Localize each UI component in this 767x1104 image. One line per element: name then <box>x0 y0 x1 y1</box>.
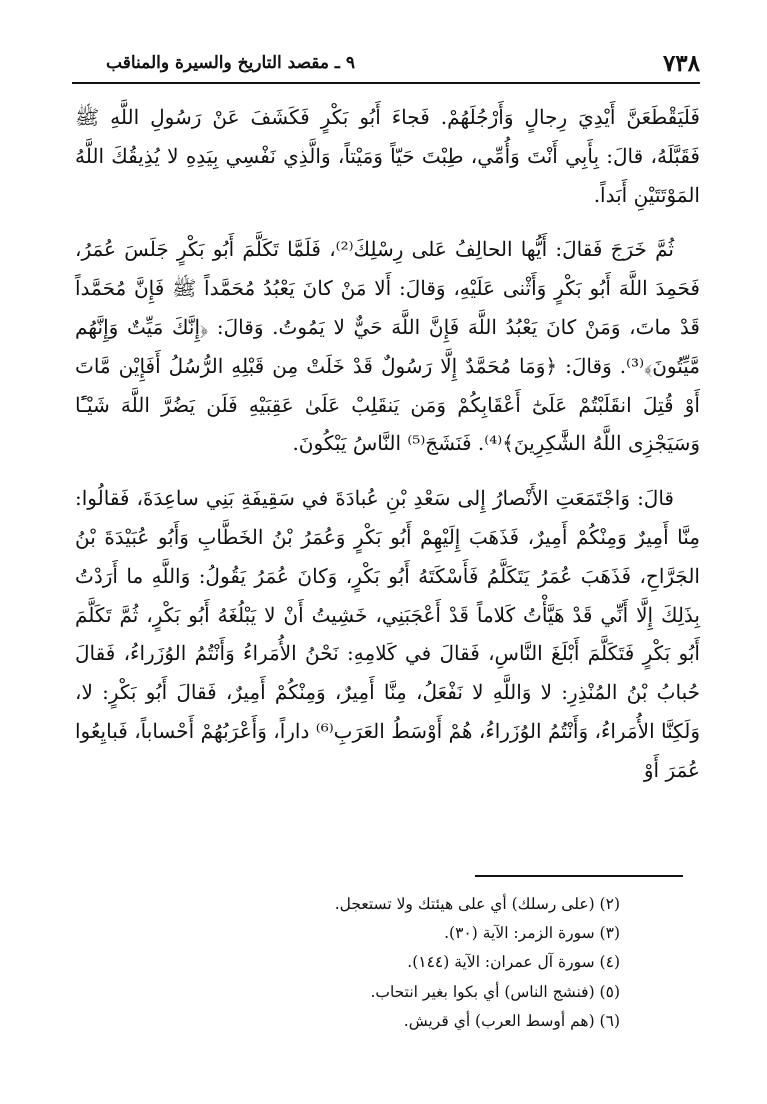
footnote-2: (٢) (على رسلك) أي على هيئتك ولا تستعجل. <box>334 895 620 913</box>
footnote-3: (٣) سورة الزمر: الآية (٣٠). <box>444 924 620 943</box>
footnotes <box>75 890 620 1036</box>
page-header <box>72 44 700 84</box>
footnote-4: (٤) سورة آل عمران: الآية (١٤٤). <box>407 953 620 972</box>
running-title: ٩ ـ مقصد التاريخ والسيرة والمناقب <box>106 53 355 73</box>
paragraph: فَلَيَقْطَعَنَّ أَيْدِيَ رِجالٍ وَأَرْجُلَهُمْ. فَجاءَ أَبُو بَكْرٍ فَكَشَفَ عَنْ رَسُولِ اللَّهِ ﷺ فَقَبَّلَهُ، قالَ: بِأَبِي أَنْتَ وَأُمِّي، طِبْتَ حَيّاً وَمَيْتاً، وَالَّذِي نَفْسِي بِيَدِهِ لا يُذِيقُكَ اللَّهُ المَوْتَتَيْنِ أَبَداً. <box>75 105 700 207</box>
main-text <box>75 98 700 806</box>
footnote-5: (٥) (فنشج الناس) أي بكوا بغير انتحاب. <box>370 982 620 1001</box>
footnote-divider <box>475 875 683 877</box>
paragraph: ثُمَّ خَرَجَ فَقالَ: أَيُّها الحالِفُ عَلى رِسْلِكَ⁽²⁾، فَلَمَّا تَكَلَّمَ أَبُو بَكْرٍ جَلَسَ عُمَرُ، فَحَمِدَ اللَّهَ أَبُو بَكْرٍ وَأَثْنى عَلَيْهِ، وَقالَ: أَلا مَنْ كانَ يَعْبُدُ مُحَمَّداً ﷺ فَإِنَّ مُحَمَّداً قَدْ ماتَ، وَمَنْ كانَ يَعْبُدُ اللَّهَ فَإِنَّ اللَّهَ حَيٌّ لا يَمُوتُ. وَقالَ: ﴿إِنَّكَ مَيِّتٌ وَإِنَّهُم مَّيِّتُونَ﴾⁽³⁾. وَقالَ: ﴿وَمَا مُحَمَّدٌ إِلَّا رَسُولٌ قَدْ خَلَتْ مِن قَبْلِهِ الرُّسُلُ أَفَإِيْن مَّاتَ أَوْ قُتِلَ انقَلَبْتُمْ عَلَىٰٓ أَعْقَابِكُمْ وَمَن يَنقَلِبْ عَلَىٰ عَقِبَيْهِ فَلَن يَضُرَّ اللَّهَ شَيْـًٔا وَسَيَجْزِى اللَّهُ الشَّٰكِرِينَ﴾⁽⁴⁾. فَنَشَجَ⁽⁵⁾ النَّاسُ يَبْكُونَ. <box>75 237 700 456</box>
footnote-6: (٦) (هم أوسط العرب) أي قريش. <box>403 1011 620 1030</box>
paragraph: قالَ: وَاجْتَمَعَتِ الأَنْصارُ إِلى سَعْدِ بْنِ عُبادَةَ في سَقِيفَةِ بَنِي ساعِدَةَ، فَقالُوا: مِنَّا أَمِيرٌ وَمِنْكُمْ أَمِيرٌ، فَذَهَبَ إِلَيْهِمْ أَبُو بَكْرٍ وَعُمَرُ بْنُ الخَطَّابِ وَأَبُو عُبَيْدَةَ بْنُ الجَرَّاحِ، فَذَهَبَ عُمَرُ يَتَكَلَّمُ فَأَسْكَتَهُ أَبُو بَكْرٍ، وَكانَ عُمَرُ يَقُولُ: وَاللَّهِ ما أَرَدْتُ بِذَلِكَ إِلَّا أَنِّي قَدْ هَيَّأْتُ كَلاماً قَدْ أَعْجَبَنِي، خَشِيتُ أَنْ لا يَبْلُغَهُ أَبُو بَكْرٍ، ثُمَّ تَكَلَّمَ أَبُو بَكْرٍ فَتَكَلَّمَ أَبْلَغَ النَّاسِ، فَقالَ في كَلامِهِ: نَحْنُ الأُمَراءُ وَأَنْتُمُ الوُزَراءُ، فَقالَ حُبابُ بْنُ المُنْذِرِ: لا وَاللَّهِ لا نَفْعَلُ، مِنَّا أَمِيرٌ، وَمِنْكُمْ أَمِيرٌ، فَقالَ أَبُو بَكْرٍ: لا، وَلَكِنَّا الأُمَراءُ، وَأَنْتُمُ الوُزَراءُ، هُمْ أَوْسَطُ العَرَبِ⁽⁶⁾ داراً، وَأَعْرَبُهُمْ أَحْساباً، فَبايِعُوا عُمَرَ أَوْ <box>75 486 700 782</box>
page-number: ٧٣٨ <box>662 49 700 77</box>
